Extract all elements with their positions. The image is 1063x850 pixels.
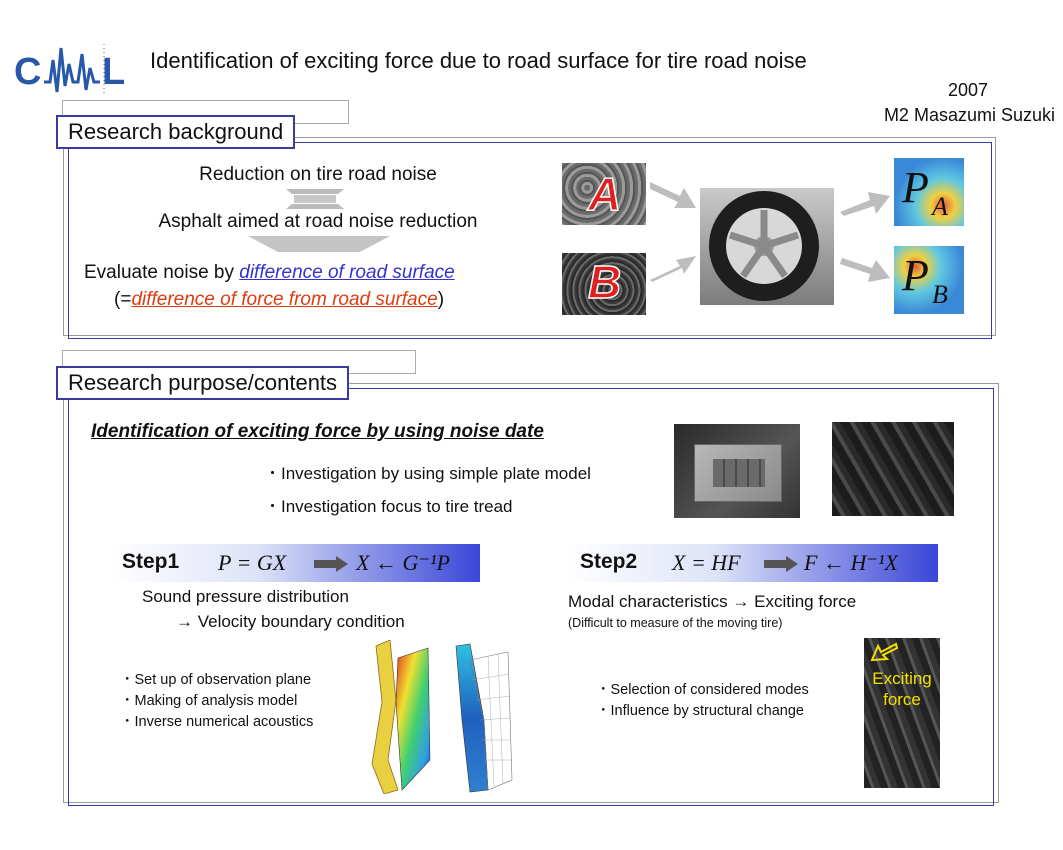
plate-sensors	[713, 459, 765, 487]
force-arrow-icon	[870, 642, 898, 664]
road-surface-link: difference of road surface	[239, 262, 455, 283]
road-label-a: A	[588, 168, 622, 220]
tire-wheel-icon	[700, 188, 834, 305]
step1-bar	[110, 544, 480, 582]
tire-tread-photo	[832, 422, 954, 516]
road-label-b: B	[588, 256, 622, 308]
road-surface-a-image	[562, 163, 646, 225]
step2-equation-left: X = HF	[672, 550, 741, 575]
step2-label: Step2	[580, 550, 638, 573]
purpose-tab: Research purpose/contents	[56, 366, 349, 400]
cmml-logo	[14, 42, 146, 98]
plate-model-photo	[674, 424, 800, 518]
bg-line-1: Reduction on tire road noise	[199, 164, 437, 185]
bg-line-4: (=difference of force from road surface)	[114, 289, 445, 310]
exciting-force-label-2: force	[883, 690, 921, 709]
step1-equation-left: P = GX	[218, 550, 287, 575]
arrow-to-pb-icon	[840, 258, 892, 284]
exciting-force-label	[864, 668, 940, 710]
svg-text:L: L	[102, 51, 126, 93]
bg-line-3: Evaluate noise by difference of road surface	[84, 262, 455, 283]
result-pa-symbol: P	[902, 163, 929, 212]
step2-bullet-2: ・Influence by structural change	[596, 703, 804, 719]
author-label: M2 Masazumi Suzuki	[883, 105, 1055, 125]
step2-bullet-1: ・Selection of considered modes	[596, 682, 809, 698]
step1-bullet-2: ・Making of analysis model	[120, 693, 298, 709]
arrow-to-pa-icon	[840, 190, 892, 216]
step1-arrow-icon	[314, 556, 348, 572]
step1-label: Step1	[122, 550, 180, 573]
result-pb-symbol: P	[902, 251, 929, 300]
force-link: difference of force from road surface	[131, 289, 438, 310]
step2-bar	[568, 544, 938, 582]
road-surface-b-image	[562, 253, 646, 315]
year-label: 2007	[947, 80, 988, 100]
step2-equation-right: F ← H⁻¹X	[804, 550, 898, 575]
plate-surface	[694, 444, 782, 502]
step2-arrow-icon	[764, 556, 798, 572]
arrow-b-to-tire-icon	[650, 252, 698, 286]
result-pa-subscript: A	[932, 192, 948, 221]
double-arrow-icon	[280, 188, 350, 210]
down-arrow-icon	[248, 236, 390, 252]
step1-bullet-3: ・Inverse numerical acoustics	[120, 714, 314, 730]
result-pa-image	[894, 158, 964, 226]
step1-line-1: Sound pressure distribution	[142, 587, 349, 606]
step2-line-1: Modal characteristics → Exciting force	[568, 592, 857, 611]
purpose-headline: Identification of exciting force by using noise date	[91, 421, 544, 442]
page-title: Identification of exciting force due to road surface for tire road noise	[150, 48, 807, 73]
result-pb-image	[894, 246, 964, 314]
step1-line-2: → Velocity boundary condition	[176, 612, 405, 631]
purpose-bullet-2: ・Investigation focus to tire tread	[264, 497, 513, 516]
result-pb-subscript: B	[932, 280, 948, 309]
step1-equation-right: X ← G⁻¹P	[356, 550, 450, 575]
step2-note: (Difficult to measure of the moving tire)	[568, 616, 783, 630]
exciting-force-photo	[864, 638, 940, 788]
svg-text:C: C	[14, 51, 42, 93]
analysis-model-image	[358, 640, 518, 794]
arrow-a-to-tire-icon	[650, 178, 698, 212]
exciting-force-label-1: Exciting	[872, 669, 932, 688]
step1-bullet-1: ・Set up of observation plane	[120, 672, 312, 688]
background-tab: Research background	[56, 115, 295, 149]
purpose-bullet-1: ・Investigation by using simple plate model	[264, 464, 591, 483]
bg-line-2: Asphalt aimed at road noise reduction	[158, 211, 478, 232]
tire-photo	[700, 188, 834, 305]
